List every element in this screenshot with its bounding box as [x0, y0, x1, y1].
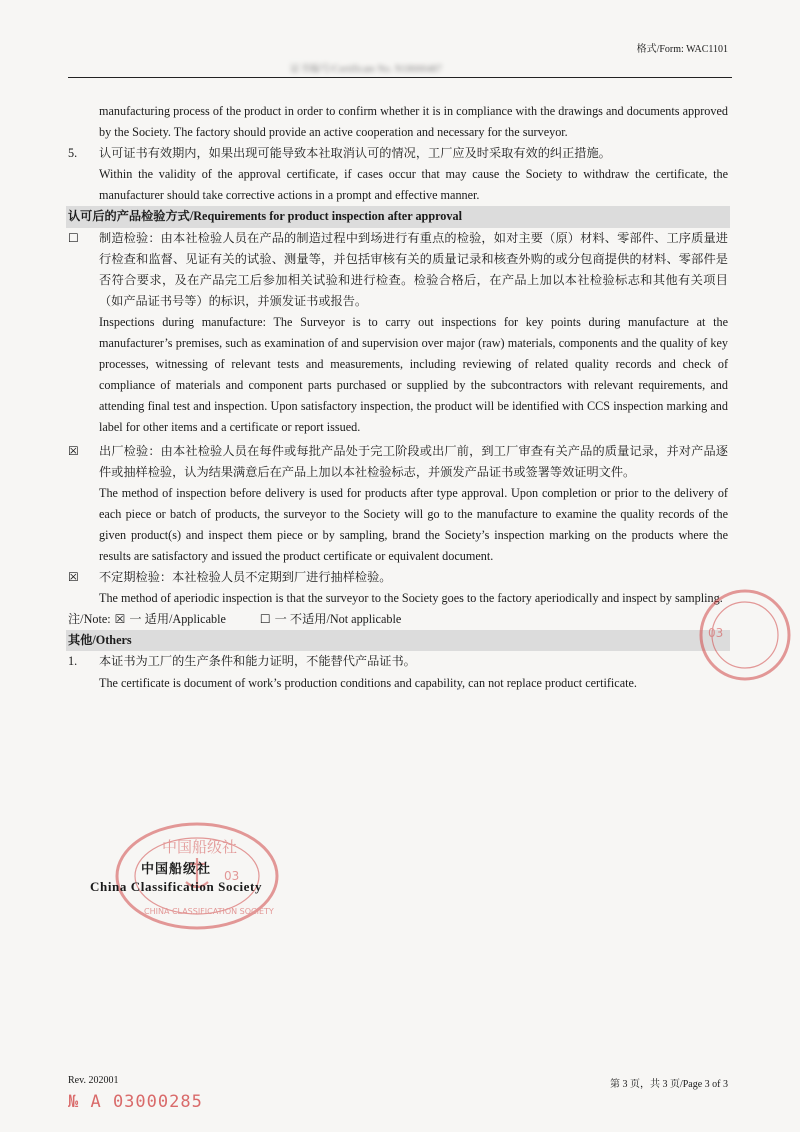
checkbox-checked-icon: ☒ [68, 570, 79, 585]
serial-number: № A 03000285 [68, 1092, 203, 1112]
option-3-chinese: 不定期检验：本社检验人员不定期到厂进行抽样检验。 [99, 570, 392, 585]
option-1-english: Inspections during manufacture: The Surveyor is to carry out inspections for key points during manufacture at the manufacturer’s premises, such as examination of and supervision over major (raw) materials, components and the quality of key processes, witnessing of relevant tests and measurements, including reviewing of related quality records and check of compliance of materials and component parts purchased or supplied by the subcontractors with relevant requirements, and attending final test and inspection. Upon satisfactory inspection, the product will be identified with CCS inspection marking and label for other items and a certificate or report issued. [99, 314, 728, 435]
section-title-others: 其他/Others [66, 630, 730, 651]
signature-block [90, 858, 262, 895]
seal-number: 03 [708, 626, 724, 640]
seal-ring-text-cn: 中国船级社 [162, 838, 238, 856]
continued-paragraph: manufacturing process of the product in order to confirm whether it is in compliance with the drawings and documents approved by the Society. The factory should provide an active cooperation and necessary for the surveyor. [99, 104, 728, 140]
form-code: 格式/Form: WAC1101 [636, 44, 728, 55]
note-legend [68, 609, 728, 630]
option-inspection-during-manufacture [68, 228, 728, 312]
signature-english: China Classification Society [90, 879, 263, 894]
other-item-1-chinese: 本证书为工厂的生产条件和能力证明，不能替代产品证书。 [99, 654, 416, 669]
seal-ring-text-en: CHINA CLASSIFICATION SOCIETY [144, 907, 274, 916]
document-body [68, 101, 728, 694]
note-applicable: 一 适用/Applicable [129, 612, 226, 627]
partial-seal-stamp [690, 585, 800, 685]
revision-label: Rev. 202001 [68, 1075, 119, 1086]
header-divider [68, 77, 732, 78]
note-not-applicable: 一 不适用/Not applicable [274, 612, 402, 627]
page-number: 第 3 页，共 3 页/Page 3 of 3 [609, 1079, 728, 1090]
note-prefix: 注/Note: [68, 612, 111, 627]
item-5-chinese: 认可证书有效期内，如果出现可能导致本社取消认可的情况，工厂应及时采取有效的纠正措施。 [99, 146, 611, 161]
seal-number: 03 [224, 869, 240, 883]
other-item-1-number: 1. [68, 654, 78, 669]
checkbox-checked-icon: ☒ [114, 612, 126, 627]
option-2-chinese: 出厂检验：由本社检验人员在每件或每批产品处于完工阶段或出厂前，到工厂审查有关产品的质量记录，并对产品逐件或抽样检验，认为结果满意后在产品上加以本社检验标志，并颁发产品证书或签署等效证明文件。 [99, 443, 728, 479]
other-item-1 [68, 651, 728, 672]
option-3-english: The method of aperiodic inspection is that the surveyor to the Society goes to the factory aperiodically and inspect by sampling. [99, 591, 723, 606]
other-item-1-english: The certificate is document of work’s production conditions and capability, can not replace product certificate. [99, 675, 637, 690]
option-aperiodic-inspection [68, 567, 728, 588]
checkbox-checked-icon: ☒ [68, 443, 79, 458]
item-5-english: Within the validity of the approval certificate, if cases occur that may cause the Society to withdraw the certificate, the manufacturer should take corrective actions in a prompt and effective manner. [99, 167, 728, 203]
section-title-requirements: 认可后的产品检验方式/Requirements for product inspection after approval [66, 206, 730, 227]
item-5-number: 5. [68, 146, 78, 161]
option-inspection-before-delivery [68, 441, 728, 483]
item-5 [68, 143, 728, 164]
option-1-chinese: 制造检验：由本社检验人员在产品的制造过程中到场进行有重点的检验，如对主要（原）材料、零部件、工序质量进行检查和监督、见证有关的试验、测量等，并包括审核有关的质量记录和核查外购的或分包商提供的材料、零部件是否符合要求，及在产品完工后参加相关试验和进行检查。检验合格后，在产品上加以本社检验标志和其他有关项目（如产品证书号等）的标识，并颁发证书或报告。 [99, 230, 728, 308]
option-2-english: The method of inspection before delivery is used for products after type approval. Upon completion or prior to the delivery of each piece or batch of products, the surveyor to the Society will go to the manufacture to examine the quality records of the given product(s) and inspect them piece or by sampling, brand the Society’s inspection marking on the products where the results are satisfactory and issued the product certificate or equivalent document. [99, 485, 728, 563]
checkbox-unchecked-icon: ☐ [259, 612, 271, 627]
certificate-number: 证书编号/Certificate No. N18000487 [290, 64, 442, 75]
checkbox-unchecked-icon: ☐ [68, 230, 79, 245]
signature-chinese: 中国船级社 [141, 861, 212, 876]
